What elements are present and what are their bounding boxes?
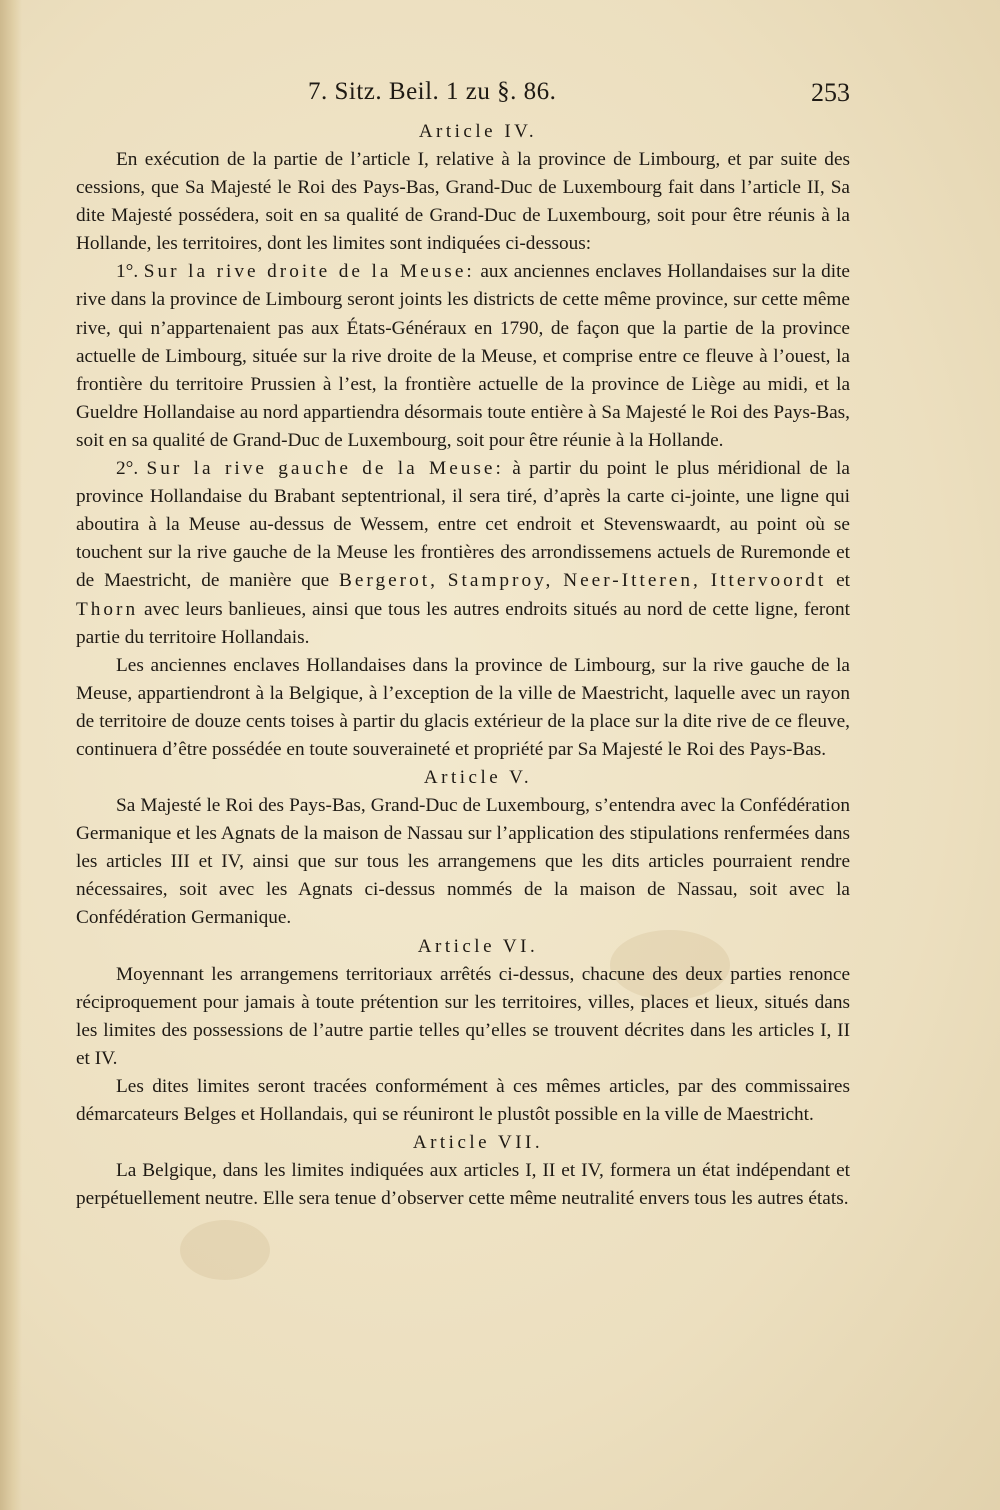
article-v-text: Sa Majesté le Roi des Pays-Bas, Grand-Duc de Luxembourg, s’entendra avec la Confédération Germanique et les Agnats de la maison de Nassau sur l’application des stipulations renfermées dans les articles III et IV, ainsi que sur tous les arrangemens que les dits articles pourraient rendre nécessaires, soit avec les Agnats ci-dessus nommés de la maison de Nassau, soit avec la Confédération Germanique. [76, 795, 850, 929]
place-stamproy: Stamproy, [447, 570, 554, 592]
page-binding-shadow [0, 0, 22, 1510]
article-iv-enclaves-paragraph: Les anciennes enclaves Hollandaises dans la province de Limbourg, sur la rive gauche de la Meuse, appartiendront à la Belgique, à l’exception de la ville de Maestricht, laquelle avec un rayon de territoire de douze cents toises à partir du glacis extérieur de la place sur la dite rive de ce fleuve, continuera d’être possédée en toute souveraineté et propriété par Sa Majesté le Roi des Pays-Bas. [76, 654, 850, 760]
running-title: 7. Sitz. Beil. 1 zu §. 86. [308, 78, 557, 105]
article-iv-point-1 [76, 258, 850, 455]
page-number: 253 [811, 78, 850, 107]
article-vii-title: Article VII. [412, 1132, 544, 1154]
point-2-text-b: avec leurs banlieues, ainsi que tous les autres endroits situés au nord de cette ligne, feront partie du territoire Hollandais. [76, 598, 850, 648]
place-ittervoordt: Ittervoordt [710, 570, 827, 592]
point-1-number: 1°. [116, 261, 139, 283]
place-bergerot: Bergerot, [338, 570, 438, 592]
article-vi-paragraph-1: Moyennant les arrangemens territoriaux arrêtés ci-dessus, chacune des deux parties renonce réciproquement pour jamais à toute prétention sur les territoires, villes, places et lieux, situés dans les limites des possessions de l’autre partie telles qu’elles se trouvent décrites dans les articles I, II et IV. [76, 963, 850, 1069]
paper-stain [180, 1220, 270, 1280]
article-vi-title: Article VI. [417, 935, 539, 957]
article-iv-intro: En exécution de la partie de l’article I, relative à la province de Limbourg, et par suite des cessions, que Sa Majesté le Roi des Pays-Bas, Grand-Duc de Luxembourg fait dans l’article II, Sa dite Majesté possédera, soit en sa qualité de Grand-Duc de Luxembourg, soit pour être réunis à la Hollande, les territoires, dont les limites sont indiquées ci-dessous: [76, 149, 850, 255]
point-2-text-a: à partir du point le plus méridional de la province Hollandaise du Brabant septentrional, il sera tiré, d’après la carte ci-jointe, une ligne qui aboutira à la Meuse au-dessus de Wessem, entre cet endroit et Stevenswaardt, au point où se touchent sur la rive gauche de la Meuse les frontières des arrondissemens actuels de Ruremonde et de Maestricht, de manière que [76, 458, 850, 592]
article-iv-title: Article IV. [418, 121, 538, 142]
article-iv-point-2 [76, 455, 850, 652]
point-1-text: aux anciennes enclaves Hollandaises sur la dite rive dans la province de Limbourg seront joints les districts de cette même province, sur cette même rive, qui n’appartenaient pas aux États-Généraux en 1790, de façon que la partie de la province actuelle de Limbourg, située sur la rive droite de la Meuse, et comprise entre ce fleuve à l’ouest, la frontière du territoire Prussien à l’est, la frontière actuelle de la province de Liège au midi, et la Gueldre Hollandaise au nord appartiendra désormais toute entière à Sa Majesté le Roi des Pays-Bas, soit en sa qualité de Grand-Duc de Luxembourg, soit pour être réunie à la Hollande. [76, 261, 850, 451]
place-thorn: Thorn [76, 598, 139, 620]
article-vi-paragraph-2: Les dites limites seront tracées conformément à ces mêmes articles, par des commissaires démarcateurs Belges et Hollandais, qui se réuniront le plustôt possible en la ville de Maestricht. [76, 1075, 850, 1125]
document-page [76, 78, 850, 1213]
conjunction-et: et [836, 570, 850, 592]
article-vii-text: La Belgique, dans les limites indiquées aux articles I, II et IV, formera un état indépendant et perpétuellement neutre. Elle sera tenue d’observer cette même neutralité envers tous les autres états. [76, 1160, 850, 1210]
point-1-heading: Sur la rive droite de la Meuse: [143, 261, 475, 283]
running-head [76, 78, 850, 118]
place-neer-itteren: Neer-Itteren, [563, 570, 701, 592]
article-v-title: Article V. [423, 767, 533, 789]
point-2-heading: Sur la rive gauche de la Meuse: [146, 458, 504, 480]
point-2-number: 2°. [116, 458, 139, 480]
